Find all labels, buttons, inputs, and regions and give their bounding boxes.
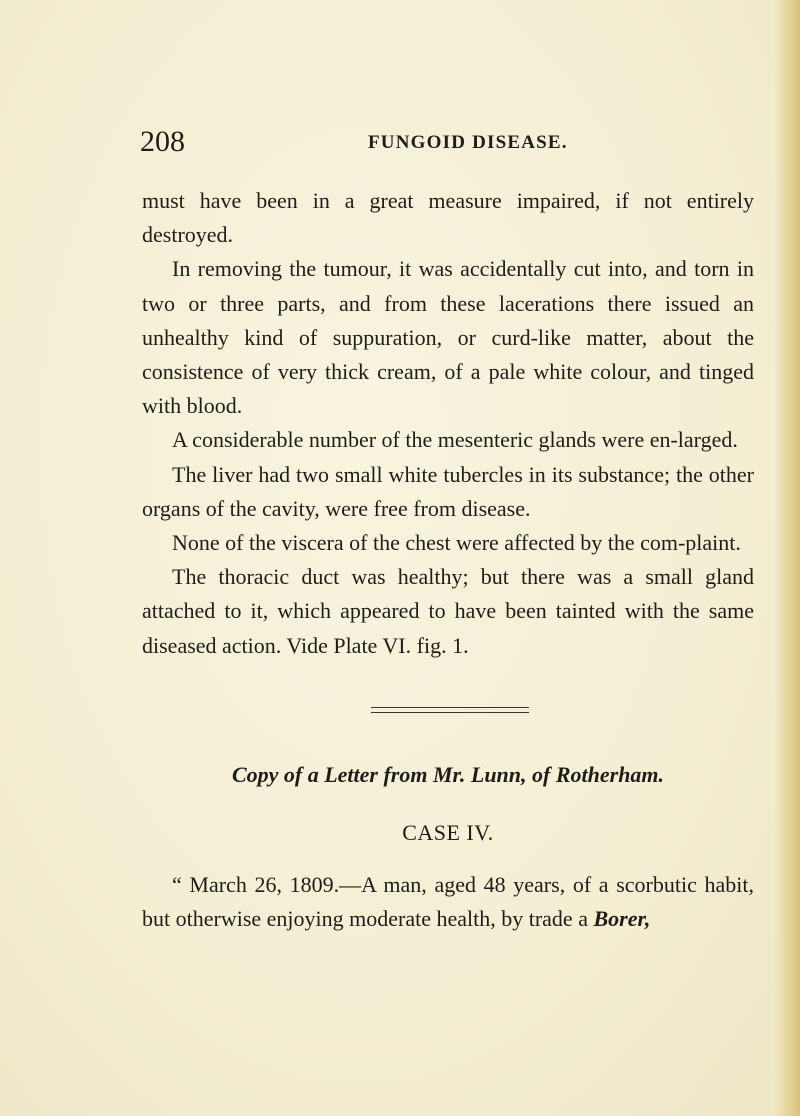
page-edge-shadow <box>774 0 800 1116</box>
section-divider <box>371 707 529 713</box>
page-number: 208 <box>140 125 185 158</box>
case-heading: CASE IV. <box>402 820 494 845</box>
case-paragraph-italic-tail: Borer, <box>593 906 651 932</box>
paragraph-continuation: must have been in a great measure impaired, if not entirely destroyed. <box>142 188 754 248</box>
paragraph-removing-tumour: In removing the tumour, it was accidentally cut into, and torn in two or three parts, and from these lacerations there issued an unhealthy kind of suppuration, or curd-like matter, about the consistence of very thick cream, of a pale white colour, and tinged with blood. <box>142 256 754 419</box>
letter-title: Copy of a Letter from Mr. Lunn, of Rotherham. <box>231 762 665 787</box>
paragraph-mesenteric-glands: A considerable number of the mesenteric glands were en-larged. <box>172 427 738 453</box>
paragraph-thoracic-duct: The thoracic duct was healthy; but there was a small gland attached to it, which appeared to have been tainted with the same diseased action. Vide Plate VI. fig. 1. <box>142 564 754 658</box>
case-paragraph-text: “ March 26, 1809.—A man, aged 48 years, of a scorbutic habit, but otherwise enjoying moderate health, by trade a <box>142 872 754 932</box>
case-paragraph <box>142 868 754 936</box>
running-head: FUNGOID DISEASE. <box>368 132 568 153</box>
body-text <box>142 184 754 663</box>
paragraph-viscera-chest: None of the viscera of the chest were affected by the com-plaint. <box>172 530 741 556</box>
page-header <box>140 122 760 162</box>
case-body <box>142 868 754 936</box>
paragraph-liver: The liver had two small white tubercles in its substance; the other organs of the cavity, were free from disease. <box>142 461 754 521</box>
